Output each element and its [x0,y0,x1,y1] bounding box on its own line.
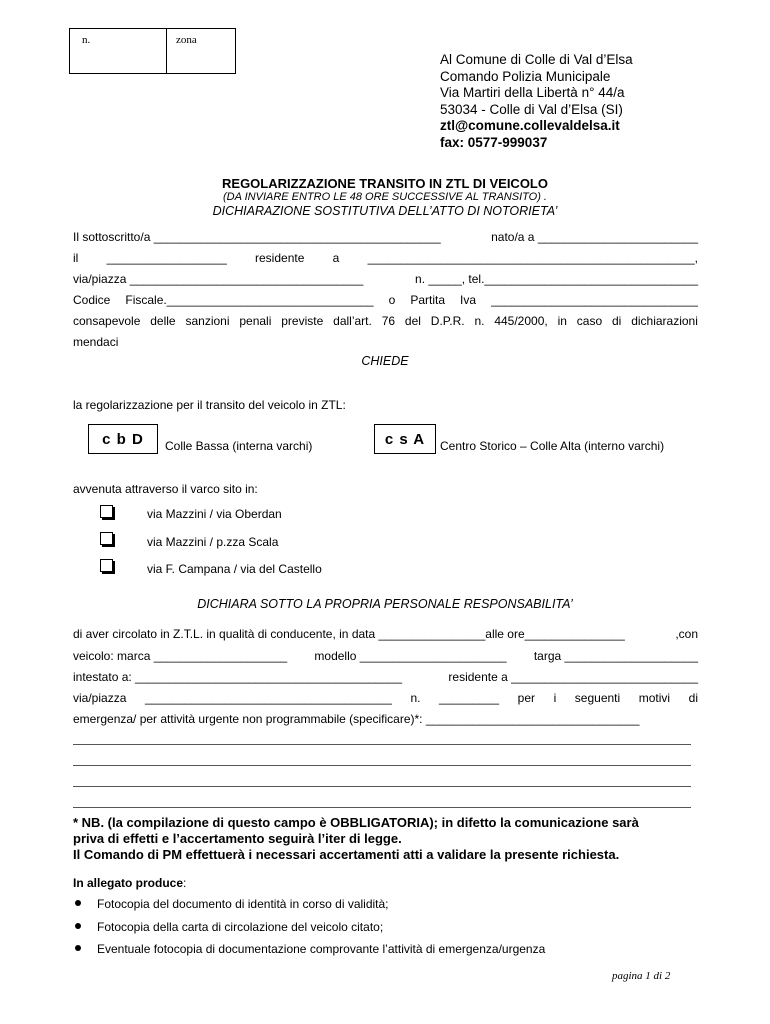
bullet-icon [75,945,81,951]
recipient-line-1: Al Comune di Colle di Val d’Elsa [440,52,633,67]
owner-field[interactable]: intestato a: ________________________________________ [73,670,402,684]
varco-intro: avvenuta attraverso il varco sito in: [73,482,258,496]
awareness-word: penali [239,314,272,328]
recipient-line-2: Comando Polizia Municipale [440,68,611,84]
awareness-word: consapevole [73,314,141,328]
awareness-word: 76 [381,314,396,328]
awareness-word: sanzioni [185,314,230,328]
page-number: pagina 1 di 2 [612,970,671,982]
nb-line-1: * NB. (la compilazione di questo campo è OBBLIGATORIA); in difetto la comunicazione sarà [73,815,639,830]
form-row-vehicle [73,649,698,663]
awareness-word: dichiarazioni [631,314,698,328]
fiscal-code-field[interactable]: Fiscale._______________________________ [125,293,374,307]
form-row-transit [73,627,698,641]
codice-label: Codice [73,293,111,307]
form-row-birth-residence [73,251,698,265]
residence-a-label: a [332,251,340,265]
awareness-word: 445/2000, [494,314,548,328]
vehicle-make-field[interactable]: veicolo: marca ____________________ [73,649,288,663]
motive-word: per [517,691,535,705]
motive-word: motivi [638,691,671,705]
reason-line-1[interactable] [73,744,691,745]
motive-word: i [553,691,557,705]
partita-label: Partita [410,293,446,307]
recipient-address [440,52,633,151]
varco-3-label: via F. Campana / via del Castello [147,562,322,576]
zone-csa-box[interactable]: c s A [374,424,436,454]
owner-number-label: n. [410,691,421,705]
reason-line-2[interactable] [73,765,691,766]
allegato-heading [73,876,186,890]
owner-residence-field[interactable]: residente a ____________________________ [448,670,698,684]
box-divider [166,29,167,73]
allegato-item-3: Eventuale fotocopia di documentazione comprovante l’attività di emergenza/urgenza [97,942,546,956]
awareness-word: di [611,314,622,328]
awareness-word: n. [474,314,485,328]
document-title: REGOLARIZZAZIONE TRANSITO IN ZTL DI VEICOLO [222,176,548,191]
awareness-word: previste [281,314,324,328]
awareness-word: in [557,314,567,328]
declaration-heading: DICHIARAZIONE SOSTITUTIVA DELL’ATTO DI NOTORIETA’ [212,204,558,218]
awareness-line-end: mendaci [73,335,119,349]
form-row-name [73,230,698,244]
residence-label: residente [255,251,305,265]
address-field[interactable]: via/piazza ___________________________________ [73,272,364,286]
reason-line-4[interactable] [73,807,691,808]
n-label: n. [82,34,91,46]
awareness-line [73,314,698,328]
number-phone-field[interactable]: n. _____, tel.________________________________ [415,272,698,286]
zone-cbd-box[interactable]: c b D [88,424,158,454]
motive-word: di [688,691,698,705]
nb-line-2: priva di effetti e l’accertamento seguirà l’iter di legge. [73,831,402,846]
awareness-word: D.P.R. [430,314,465,328]
allegato-item-1: Fotocopia del documento di identità in corso di validità; [97,897,389,911]
recipient-line-4: 53034 - Colle di Val d’Elsa (SI) [440,101,623,117]
varco-2-label: via Mazzini / p.zza Scala [147,535,279,549]
birthdate-label: il [73,251,79,265]
checkbox-varco-1[interactable] [100,505,113,518]
recipient-fax: fax: 0577-999037 [440,134,548,150]
regolarizzazione-text: la regolarizzazione per il transito del veicolo in ZTL: [73,398,346,412]
protocol-box [69,28,236,74]
document-subtitle: (DA INVIARE ENTRO LE 48 ORE SUCCESSIVE AL TRANSITO) . [223,191,547,203]
varco-1-label: via Mazzini / via Oberdan [147,507,282,521]
form-row-owner-address [73,691,698,705]
vat-field[interactable]: _______________________________ [491,293,698,307]
bullet-icon [75,923,81,929]
vehicle-plate-field[interactable]: targa ____________________ [533,649,698,663]
nb-line-3: Il Comando di PM effettuerà i necessari accertamenti atti a validare la presente richiesta. [73,847,620,862]
bullet-icon [75,900,81,906]
con-label: ,con [675,627,698,641]
birthdate-field[interactable]: __________________ [106,251,227,265]
allegato-colon: : [183,876,187,890]
zone-cbd-label: Colle Bassa (interna varchi) [165,439,313,453]
checkbox-varco-3[interactable] [100,559,113,572]
awareness-word: del [404,314,421,328]
motive-word: seguenti [574,691,621,705]
awareness-word: delle [150,314,176,328]
zone-csa-label: Centro Storico – Colle Alta (interno varchi) [440,439,665,453]
iva-label: Iva [460,293,477,307]
owner-address-label: via/piazza [73,691,127,705]
birthplace-field[interactable]: nato/a a ________________________ [491,230,698,244]
zona-label: zona [176,34,197,46]
owner-address-field[interactable]: _____________________________________ [144,691,392,705]
awareness-word: caso [576,314,603,328]
emergency-reason-field[interactable]: emergenza/ per attività urgente non programmabile (specificare)*: ________________________________ [73,712,640,726]
checkbox-varco-2[interactable] [100,532,113,545]
form-row-owner [73,670,698,684]
form-row-address [73,272,698,286]
form-row-tax [73,293,698,307]
owner-number-field[interactable]: _________ [439,691,500,705]
name-field[interactable]: Il sottoscritto/a ___________________________________________ [73,230,441,244]
reason-line-3[interactable] [73,786,691,787]
chiede-heading: CHIEDE [361,354,409,368]
or-label: o [388,293,396,307]
allegato-heading-text: In allegato produce [73,876,184,890]
recipient-email: ztl@comune.collevaldelsa.it [440,118,620,133]
vehicle-model-field[interactable]: modello ______________________ [314,649,507,663]
awareness-word: dall’art. [333,314,372,328]
transit-date-time-field[interactable]: di aver circolato in Z.T.L. in qualità di conducente, in data ________________alle ore_______________ [73,627,625,641]
recipient-line-3: Via Martiri della Libertà n° 44/a [440,85,625,100]
residence-field[interactable]: _________________________________________________, [367,251,698,265]
dichiara-heading: DICHIARA SOTTO LA PROPRIA PERSONALE RESPONSABILITA’ [197,597,573,611]
allegato-item-2: Fotocopia della carta di circolazione del veicolo citato; [97,920,384,934]
